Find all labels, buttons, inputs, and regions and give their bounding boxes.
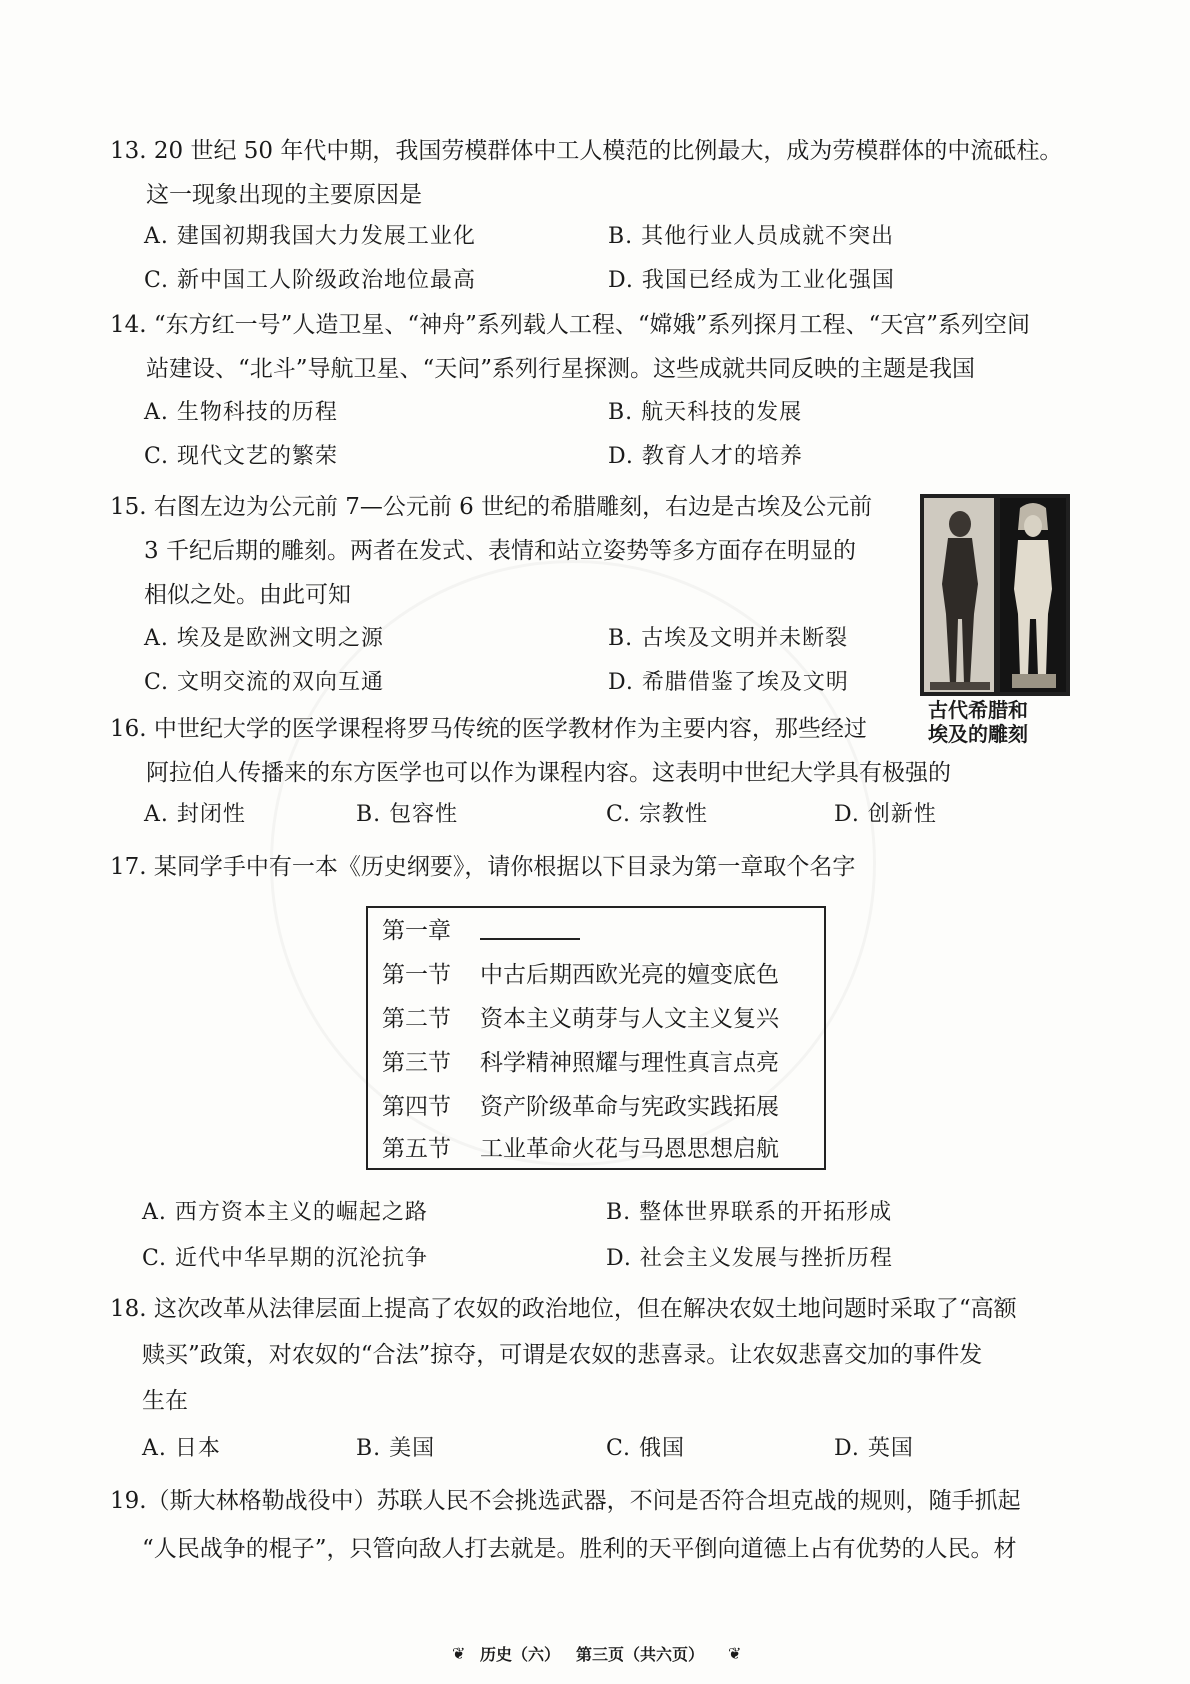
toc-title: 科学精神照耀与理性真言点亮 [480,1050,779,1076]
q16-option-a: A. 封闭性 [144,802,246,827]
q15-stem-line2: 3 千纪后期的雕刻。两者在发式、表情和站立姿势等多方面存在明显的 [144,538,856,564]
toc-section: 第五节 [382,1136,451,1162]
toc-title: 工业革命火花与马恩思想启航 [480,1136,779,1162]
toc-title: 中古后期西欧光亮的嬗变底色 [480,962,779,988]
q14-option-a: A. 生物科技的历程 [144,400,338,425]
q16-stem-line2: 阿拉伯人传播来的东方医学也可以作为课程内容。这表明中世纪大学具有极强的 [146,760,951,786]
q16-option-d: D. 创新性 [834,802,937,827]
q14-stem-line2: 站建设、“北斗”导航卫星、“天问”系列行星探测。这些成就共同反映的主题是我国 [146,356,976,382]
q16-option-b: B. 包容性 [356,802,459,827]
footer-ornament-icon: ❦ [452,1644,466,1663]
statues-illustration [920,494,1070,696]
toc-section: 第一节 [382,962,451,988]
q16-stem-line1: 16. 中世纪大学的医学课程将罗马传统的医学教材作为主要内容，那些经过 [110,716,867,742]
q18-stem-line3: 生在 [142,1388,188,1414]
toc-section: 第四节 [382,1094,451,1120]
q13-option-d: D. 我国已经成为工业化强国 [608,268,895,293]
q18-stem-line2: 赎买”政策，对农奴的“合法”掠夺，可谓是农奴的悲喜录。让农奴悲喜交加的事件发 [142,1342,983,1368]
q13-stem-line1: 13. 20 世纪 50 年代中期，我国劳模群体中工人模范的比例最大，成为劳模群体的中流砥柱。 [110,138,1063,164]
footer-subject: 历史（六） [480,1645,561,1664]
toc-title: 资产阶级革命与宪政实践拓展 [480,1094,779,1120]
q13-option-c: C. 新中国工人阶级政治地位最高 [144,268,477,293]
figure-caption-line1: 古代希腊和 [928,698,1028,722]
figure-caption [928,698,1028,746]
q18-option-a: A. 日本 [142,1436,221,1461]
q17-option-d: D. 社会主义发展与挫折历程 [606,1246,893,1271]
q18-option-c: C. 俄国 [606,1436,686,1461]
q14-stem-line1: 14. “东方红一号”人造卫星、“神舟”系列载人工程、“嫦娥”系列探月工程、“天宫”系列空间 [110,312,1030,338]
q17-option-a: A. 西方资本主义的崛起之路 [142,1200,428,1225]
figure-caption-line2: 埃及的雕刻 [928,722,1028,746]
q18-stem-line1: 18. 这次改革从法律层面上提高了农奴的政治地位，但在解决农奴土地问题时采取了“高额 [110,1296,1017,1322]
footer-page-number: 第三页（共六页） [576,1645,705,1664]
q14-option-b: B. 航天科技的发展 [608,400,803,425]
q15-option-b: B. 古埃及文明并未断裂 [608,626,849,651]
table-of-contents-box [366,906,826,1170]
q19-stem-line2: “人民战争的棍子”，只管向敌人打去就是。胜利的天平倒向道德上占有优势的人民。材 [142,1536,1017,1562]
q15-option-a: A. 埃及是欧洲文明之源 [144,626,384,651]
q18-option-d: D. 英国 [834,1436,914,1461]
toc-section: 第三节 [382,1050,451,1076]
q18-option-b: B. 美国 [356,1436,436,1461]
q14-option-c: C. 现代文艺的繁荣 [144,444,339,469]
q16-option-c: C. 宗教性 [606,802,709,827]
q14-option-d: D. 教育人才的培养 [608,444,803,469]
greek-egypt-statues-image [920,494,1070,696]
footer-ornament-icon: ❦ [728,1644,742,1663]
q15-stem-line3: 相似之处。由此可知 [144,582,351,608]
q15-option-c: C. 文明交流的双向互通 [144,670,385,695]
toc-chapter: 第一章 [382,918,451,944]
q19-stem-line1: 19.（斯大林格勒战役中）苏联人民不会挑选武器，不问是否符合坦克战的规则，随手抓起 [110,1488,1021,1514]
q15-stem-line1: 15. 右图左边为公元前 7—公元前 6 世纪的希腊雕刻，右边是古埃及公元前 [110,494,873,520]
q13-option-b: B. 其他行业人员成就不突出 [608,224,895,249]
q13-stem-line2: 这一现象出现的主要原因是 [146,182,422,208]
q17-option-c: C. 近代中华早期的沉沦抗争 [142,1246,429,1271]
q13-option-a: A. 建国初期我国大力发展工业化 [144,224,476,249]
toc-title: 资本主义萌芽与人文主义复兴 [480,1006,779,1032]
toc-blank [480,916,580,948]
q17-option-b: B. 整体世界联系的开拓形成 [606,1200,893,1225]
q17-stem-line1: 17. 某同学手中有一本《历史纲要》，请你根据以下目录为第一章取个名字 [110,854,856,880]
q15-option-d: D. 希腊借鉴了埃及文明 [608,670,849,695]
toc-section: 第二节 [382,1006,451,1032]
